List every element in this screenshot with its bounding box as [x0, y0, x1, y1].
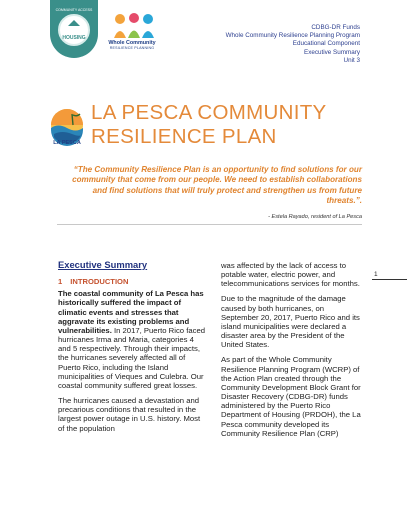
community-quote: “The Community Resilience Plan is an opportunity to find solutions for our community that come from our people. We need to establish collaborations and find solutions that will truly protect and strengthen us from future threats.”. — [72, 165, 362, 205]
wcrp-logo-title: Whole Community — [108, 40, 156, 46]
intro-paragraph-2: The hurricanes caused a devastation and precarious conditions that resulted in the largest power outage in U.S. history. Most of the population — [58, 396, 201, 433]
house-icon — [58, 14, 90, 46]
subsection-title: INTRODUCTION — [70, 277, 129, 287]
header-line-summary: Executive Summary — [304, 48, 360, 56]
right-paragraph-3: As part of the Whole Community Resilience Planning Program (WCRP) of the Action Plan created through the Community Development Block Grant for Disaster Recovery (CDBG-DR) funds administered by the Puerto Rico Department of Housing (PRDOH), the La Pesca community developed its Community Resilience Plan (CRP) — [221, 355, 361, 438]
page-title — [91, 101, 327, 149]
section-heading: Executive Summary — [58, 259, 148, 270]
header-line-program: Whole Community Resilience Planning Program — [225, 32, 360, 40]
page-number-rule — [372, 279, 407, 280]
roof-icon — [68, 20, 80, 26]
intro-bold-lead: The coastal community of La Pesca has historically suffered the impact of climatic events and stresses that aggravate its existing problems and vulnerabilities. — [58, 289, 204, 335]
document-header — [226, 24, 360, 65]
header-line-component: Educational Component — [292, 40, 360, 48]
subsection-number: 1 — [58, 277, 63, 287]
body-column-left — [58, 260, 206, 439]
divider — [57, 224, 362, 225]
right-paragraph-2: Due to the magnitude of the damage caused by both hurricanes, on September 20, 2017, Puerto Rico and its island municipalities were declared a disaster area by the President of the United States. — [221, 294, 360, 350]
intro-paragraph-1 — [58, 289, 206, 390]
subsection-heading — [58, 277, 206, 286]
title-line-1: LA PESCA COMMUNITY — [91, 101, 327, 124]
whole-community-logo-icon — [112, 12, 156, 40]
la-pesca-logo-text: LA PESCA — [53, 140, 81, 146]
housing-logo — [50, 0, 98, 58]
quote-attribution: - Estela Rayado, resident of La Pesca — [268, 214, 362, 220]
intro-paragraph-1-rest: In 2017, Puerto Rico faced hurricanes Irma and Maria, categories 4 and 5 respectively. Through their impacts, the hurricanes severely affected all of Puerto Rico, including the Island municipalities of Vieques and Culebra. Our coastal community suffered great losses. — [58, 325, 206, 390]
right-paragraph-1: was affected by the lack of access to potable water, electric power, and telecommunications services for months. — [221, 261, 360, 289]
housing-logo-word: HOUSING — [62, 35, 86, 41]
body-column-right — [221, 261, 361, 444]
title-line-2: RESILIENCE PLAN — [91, 125, 277, 148]
header-line-unit: Unit 3 — [343, 56, 360, 64]
page-number: 1 — [374, 271, 378, 278]
housing-logo-small-text: COMMUNITY ACCESS — [55, 8, 93, 12]
wcrp-logo-subtitle: RESILIENCE PLANNING — [109, 46, 155, 50]
header-line-funds: CDBG-DR Funds — [311, 24, 360, 31]
